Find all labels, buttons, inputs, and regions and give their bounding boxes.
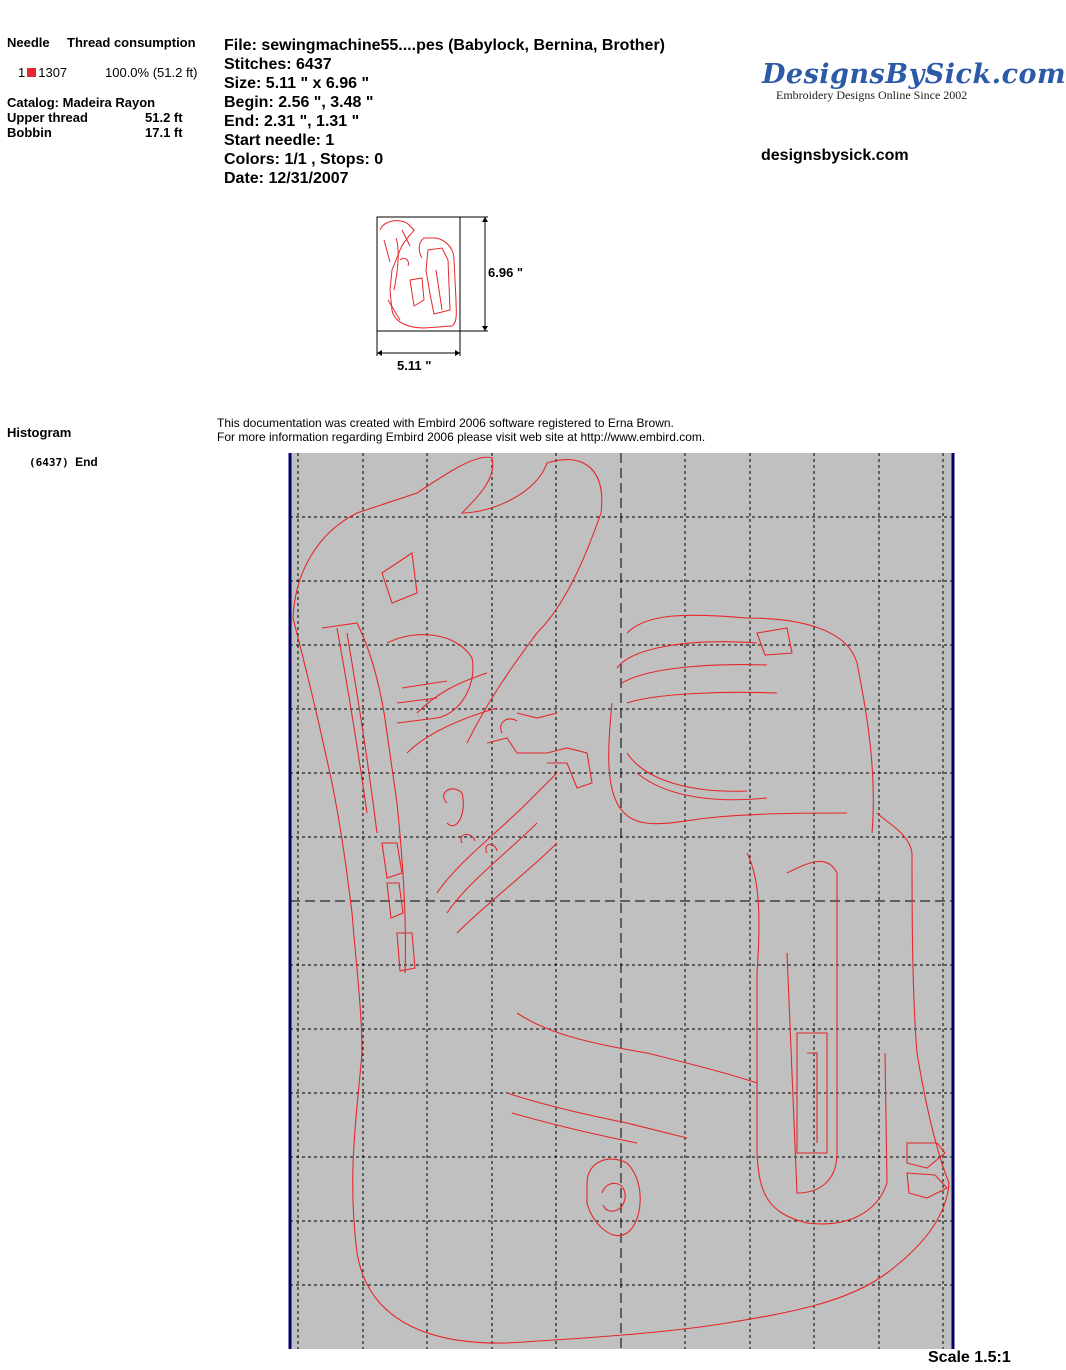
design-size: Size: 5.11 " x 6.96 " [224,75,370,92]
needle-number: 1 [18,65,26,80]
histogram-entry [29,455,98,469]
histogram-title: Histogram [7,425,72,440]
logo: DesignsBySick.com [762,59,1066,90]
upper-thread-value: 51.2 ft [145,110,183,125]
stitch-count: Stitches: 6437 [224,56,332,73]
scale-label: Scale 1.5:1 [928,1349,1011,1366]
thread-row [18,65,67,80]
catalog-label: Catalog: Madeira Rayon [7,95,156,110]
start-needle: Start needle: 1 [224,132,335,149]
thread-consumption-value: 100.0% (51.2 ft) [105,65,198,80]
logo-tagline: Embroidery Designs Online Since 2002 [776,88,968,102]
bobbin-value: 17.1 ft [145,125,183,140]
histogram-entry-label: End [75,455,98,469]
software-note-line1: This documentation was created with Embird 2006 software registered to Erna Brown. [217,416,674,430]
software-note [217,416,705,444]
software-note-line2: For more information regarding Embird 2006 please visit web site at http://www.embird.com. [217,430,706,444]
upper-thread-label: Upper thread [7,110,88,125]
thumbnail-width-label: 5.11 " [397,358,432,373]
needle-header: Needle [7,35,50,50]
file-name: File: sewingmachine55....pes (Babylock, Bernina, Brother) [224,37,666,54]
histogram-entry-count: (6437) [29,456,69,469]
design-info [224,36,665,188]
thread-consumption-header: Thread consumption [67,35,196,50]
colors-stops: Colors: 1/1 , Stops: 0 [224,151,384,168]
thread-color-swatch [27,68,36,77]
end-position: End: 2.31 ", 1.31 " [224,113,360,130]
thumbnail-height-label: 6.96 " [488,265,524,280]
design-canvas [287,453,957,1351]
begin-position: Begin: 2.56 ", 3.48 " [224,94,374,111]
website-label: designsbysick.com [761,147,909,164]
design-thumbnail [370,210,540,380]
bobbin-label: Bobbin [7,125,52,140]
design-date: Date: 12/31/2007 [224,170,349,187]
thread-color-code: 1307 [38,65,68,80]
